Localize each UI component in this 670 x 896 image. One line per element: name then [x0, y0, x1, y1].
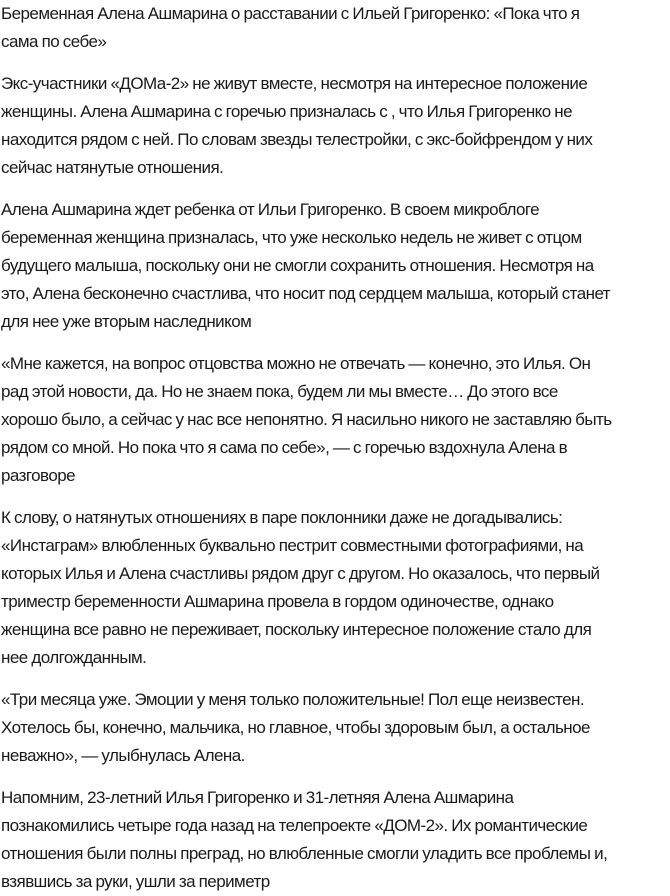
paragraph-quote-1	[1, 350, 670, 490]
paragraph-instagram	[1, 504, 670, 672]
text-line: неважно», — улыбнулась Алена.	[1, 746, 245, 765]
text-line: хорошо было, а сейчас у нас все непонятно. Я насильно никого не заставляю быть	[1, 410, 612, 429]
text-line: нее долгожданным.	[1, 648, 147, 667]
text-line: будущего малыша, поскольку они не смогли сохранить отношения. Несмотря на	[1, 256, 594, 275]
text-line: взявшись за руки, ушли за периметр	[1, 872, 270, 891]
title-line: сама по себе»	[1, 32, 107, 51]
text-line: Экс-участники «ДОМа-2» не живут вместе, несмотря на интересное положение	[1, 74, 588, 93]
text-line: «Мне кажется, на вопрос отцовства можно не отвечать — конечно, это Илья. Он	[1, 354, 591, 373]
article-title	[1, 0, 670, 56]
text-line: рад этой новости, да. Но не знаем пока, будем ли мы вместе… До этого все	[1, 382, 558, 401]
text-line: триместр беременности Ашмарина провела в гордом одиночестве, однако	[1, 592, 554, 611]
text-line: К слову, о натянутых отношениях в паре поклонники даже не догадывались:	[1, 508, 563, 527]
text-line: Напомним, 23-летний Илья Григоренко и 31-летняя Алена Ашмарина	[1, 788, 514, 807]
text-line: разговоре	[1, 466, 76, 485]
text-line: отношения были полны преград, но влюбленные смогли уладить все проблемы и,	[1, 844, 608, 863]
text-line: «Три месяца уже. Эмоции у меня только положительные! Пол еще неизвестен.	[1, 690, 585, 709]
text-line: беременная женщина призналась, что уже несколько недель не живет с отцом	[1, 228, 582, 247]
text-line: которых Илья и Алена счастливы рядом друг с другом. Но оказалось, что первый	[1, 564, 600, 583]
text-line: сейчас натянутые отношения.	[1, 158, 224, 177]
paragraph-microblog	[1, 196, 670, 336]
text-line: рядом со мной. Но пока что я сама по себе», — с горечью вздохнула Алена в	[1, 438, 568, 457]
text-line: «Инстаграм» влюбленных буквально пестрит совместными фотографиями, на	[1, 536, 584, 555]
paragraph-quote-2	[1, 686, 670, 770]
text-line: женщины. Алена Ашмарина с горечью призналась с , что Илья Григоренко не	[1, 102, 573, 121]
paragraph-intro	[1, 70, 670, 182]
text-line: познакомились четыре года назад на телепроекте «ДОМ-2». Их романтические	[1, 816, 588, 835]
paragraph-reminder	[1, 784, 670, 896]
title-line: Беременная Алена Ашмарина о расставании с Ильей Григоренко: «Пока что я	[1, 4, 580, 23]
text-line: для нее уже вторым наследником	[1, 312, 252, 331]
text-line: находится рядом с ней. По словам звезды телестройки, с экс-бойфрендом у них	[1, 130, 593, 149]
text-line: женщина все равно не переживает, поскольку интересное положение стало для	[1, 620, 592, 639]
text-line: Хотелось бы, конечно, мальчика, но главное, чтобы здоровым был, а остальное	[1, 718, 590, 737]
text-line: это, Алена бесконечно счастлива, что носит под сердцем малыша, который станет	[1, 284, 611, 303]
text-line: Алена Ашмарина ждет ребенка от Ильи Григоренко. В своем микроблоге	[1, 200, 540, 219]
